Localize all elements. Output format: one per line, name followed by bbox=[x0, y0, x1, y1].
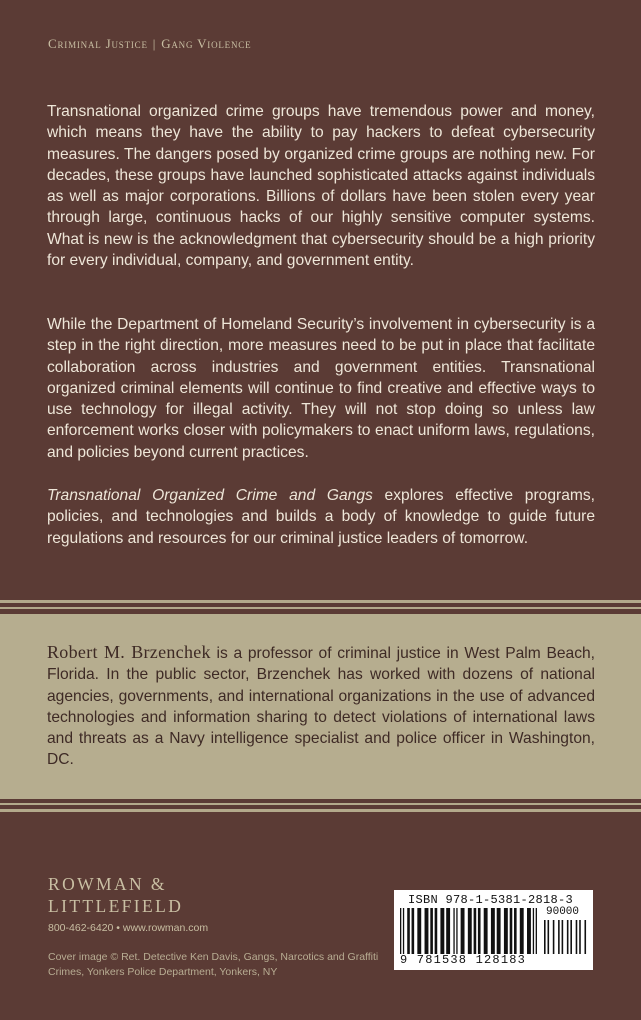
barcode-bar bbox=[579, 920, 581, 954]
price-code: 90000 bbox=[546, 906, 580, 918]
category-subject: Criminal Justice bbox=[48, 36, 148, 51]
barcode-bar bbox=[403, 908, 404, 954]
isbn-barcode bbox=[394, 890, 593, 970]
barcode-bar bbox=[435, 908, 438, 954]
barcode-bar bbox=[527, 908, 531, 954]
author-bio bbox=[47, 642, 595, 771]
publisher-line-1: ROWMAN & bbox=[48, 874, 167, 894]
barcode-bar bbox=[453, 908, 454, 954]
barcode-bar bbox=[558, 920, 560, 954]
barcode-bar bbox=[510, 908, 513, 954]
cover-image-credit: Cover image © Ret. Detective Ken Davis, Gangs, Narcotics and Graffiti Crimes, Yonkers Police Department, Yonkers, NY bbox=[48, 951, 379, 978]
barcode-bar bbox=[562, 920, 564, 954]
barcode-bar bbox=[576, 920, 578, 954]
blurb-paragraph-2: While the Department of Homeland Security’s involvement in cybersecurity is a step in the right direction, more measures need to be put in place that facilitate collaboration across industries and government entities. Transnational organized criminal elements will continue to find creative and effective ways to use technology for illegal activity. They will not stop doing so unless law enforcement works closer with policymakers to enact uniform laws, regulations, and policies beyond current practices. bbox=[47, 316, 595, 461]
category-separator: | bbox=[152, 36, 157, 51]
isbn-label: ISBN 978-1-5381-2818-3 bbox=[408, 893, 574, 907]
barcode-bar bbox=[548, 920, 550, 954]
barcode-bar bbox=[474, 908, 477, 954]
barcode-bar bbox=[425, 908, 429, 954]
publisher-logo bbox=[48, 873, 183, 917]
barcode-bar bbox=[484, 908, 488, 954]
barcode-bar bbox=[536, 908, 537, 954]
author-bio-band bbox=[0, 614, 641, 799]
ean-digits: 9 781538 128183 bbox=[400, 953, 527, 967]
price-barcode-bars bbox=[544, 920, 588, 954]
barcode-bar bbox=[440, 908, 444, 954]
barcode-bar bbox=[544, 920, 546, 954]
barcode-bar bbox=[497, 908, 501, 954]
ean-barcode-bars bbox=[400, 908, 540, 954]
barcode-bar bbox=[520, 908, 524, 954]
barcode-bar bbox=[456, 908, 457, 954]
barcode-bar bbox=[504, 908, 508, 954]
barcode-bar bbox=[417, 908, 421, 954]
barcode-bar bbox=[514, 908, 517, 954]
category-label bbox=[48, 36, 251, 52]
barcode-bar bbox=[461, 908, 465, 954]
author-bio-text: is a professor of criminal justice in West Palm Beach, Florida. In the public sector, Brzenchek has worked with dozens of national agencies, governments, and international organizations in the use of advanced technologies and information sharing to detect violations of international laws and threats as a Navy intelligence specialist and police officer in Washington, DC. bbox=[47, 645, 595, 769]
barcode-bar bbox=[570, 920, 572, 954]
publisher-line-2: LITTLEFIELD bbox=[48, 896, 184, 916]
blurb-paragraph-3-text: explores effective programs, policies, and technologies and builds a body of knowledge to guide future regulations and resources for our criminal justice leaders of tomorrow. bbox=[47, 487, 595, 547]
barcode-bar bbox=[468, 908, 472, 954]
book-title: Transnational Organized Crime and Gangs bbox=[47, 487, 373, 504]
blurb-paragraph-3 bbox=[47, 485, 595, 549]
barcode-bar bbox=[400, 908, 401, 954]
barcode-bar bbox=[553, 920, 555, 954]
publisher-contact: 800-462-6420 • www.rowman.com bbox=[48, 922, 209, 934]
barcode-bar bbox=[430, 908, 433, 954]
barcode-bar bbox=[407, 908, 410, 954]
barcode-bar bbox=[446, 908, 450, 954]
band-rule-top-outer bbox=[0, 600, 641, 603]
barcode-bar bbox=[584, 920, 586, 954]
band-rule-top-inner bbox=[0, 607, 641, 609]
author-name: Robert M. Brzenchek bbox=[47, 642, 211, 662]
blurb-paragraph-1: Transnational organized crime groups have tremendous power and money, which means they have the ability to pay hackers to defeat cybersecurity measures. The dangers posed by organized crime groups are nothing new. For decades, these groups have launched sophisticated attacks against individuals as well as major corporations. Billions of dollars have been stolen every year through large, continuous hacks of our highly sensitive computer systems. What is new is the acknowledgment that cybersecurity should be a high priority for every individual, company, and government entity. bbox=[47, 103, 595, 270]
band-rule-bottom-outer bbox=[0, 809, 641, 812]
barcode-bar bbox=[567, 920, 569, 954]
barcode-bar bbox=[478, 908, 481, 954]
band-rule-bottom-inner bbox=[0, 803, 641, 805]
barcode-bar bbox=[491, 908, 495, 954]
barcode-bar bbox=[533, 908, 534, 954]
barcode-bar bbox=[412, 908, 415, 954]
category-topic: Gang Violence bbox=[161, 36, 252, 51]
